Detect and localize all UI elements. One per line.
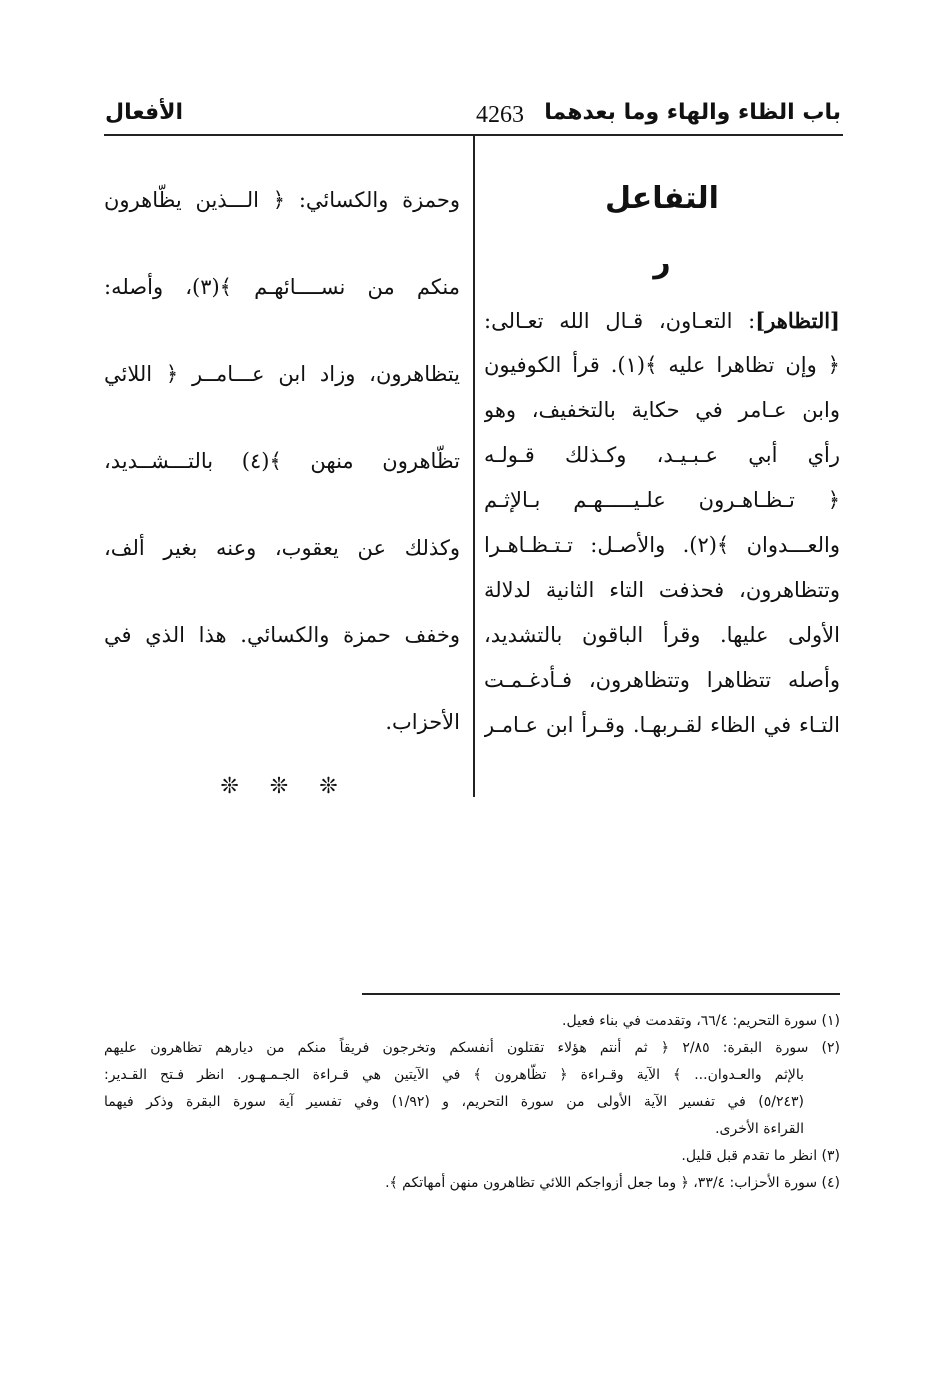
page-number: 4263 xyxy=(476,102,524,128)
text-span: : التعـاون، قـال الله تعـالى: xyxy=(484,309,756,333)
footnote-line: (٥/٢٤٣) في تفسير الآية الأولى من سورة التحريم، و (١/٩٢) وفي تفسير آية سورة البقرة وذكر فيهما xyxy=(104,1094,804,1110)
text-line: يتظاهرون، وزاد ابن عـــامــر ﴿ اللائي xyxy=(104,362,460,386)
text-line: ﴿ تـظـاهـرون علـيـــــهـم بـالإثـم xyxy=(484,488,840,512)
text-line: الأحزاب. xyxy=(385,710,460,734)
running-header xyxy=(105,94,841,138)
text-line: والعـــدوان ﴾(٢). والأصـل: تـتـظـاهـرا xyxy=(484,533,840,557)
section-title: الأفعال xyxy=(105,100,184,125)
text-line: الأولى عليها. وقرأ الباقون بالتشديد، xyxy=(484,623,840,647)
text-line: منكم من نســــائهـم ﴾(٣)، وأصله: xyxy=(104,275,460,299)
footnote-line: (٢) سورة البقرة: ٢/٨٥ ﴿ ثم أنتم هؤلاء تقتلون أنفسكم وتخرجون فريقاً منكم من ديارهم تظاهرون عليهم xyxy=(104,1040,840,1056)
footnote-line: (٤) سورة الأحزاب: ٣٣/٤، ﴿ وما جعل أزواجكم اللائي تظاهرون منهن أمهاتكم ﴾. xyxy=(385,1175,840,1191)
text-line: وتتظاهرون، فحذفت التاء الثانية لدلالة xyxy=(484,578,840,602)
footnote-line: بالإثم والعـدوان... ﴾ الآية وقـراءة ﴿ تظّاهرون ﴾ في الآيتين هي قـراءة الجـمـهـور. انظر فـتح القـدير: xyxy=(104,1067,804,1083)
section-end-marks: ❊ ❊ ❊ xyxy=(220,774,350,799)
text-line: التـاء في الظاء لقـربهـا. وقـرأ ابن عـامـر xyxy=(484,713,840,737)
chapter-title: باب الظاء والهاء وما بعدهما xyxy=(544,100,841,125)
text-line: وحمزة والكسائي: ﴿ الـــذين يظّاهرون xyxy=(104,188,460,212)
entry-title: التفاعل xyxy=(605,181,719,216)
text-line: رأي أبي عـبـيـد، وكـذلك قـولـه xyxy=(484,443,840,467)
footnote-line: (١) سورة التحريم: ٦٦/٤، وتقدمت في بناء فعيل. xyxy=(562,1013,840,1029)
column-divider xyxy=(473,135,475,797)
text-line xyxy=(484,298,840,343)
footnote-line: (٣) انظر ما تقدم قبل قليل. xyxy=(681,1148,840,1164)
text-line: تظّاهرون منهن ﴾(٤) بالتـــشــديد، xyxy=(104,449,460,473)
head-word: [التظاهر] xyxy=(755,308,840,333)
footnote-rule xyxy=(362,993,840,995)
text-line: وابن عـامر في حكاية بالتخفيف، وهو xyxy=(484,398,840,422)
text-line: وخفف حمزة والكسائي. هذا الذي في xyxy=(104,623,460,647)
footnote-line: القراءة الأخرى. xyxy=(715,1121,804,1137)
text-line: وأصله تتظاهرا وتتظاهرون، فـأدغـمـت xyxy=(484,668,840,692)
right-column xyxy=(484,170,840,748)
root-letter: ر xyxy=(653,245,671,280)
left-column xyxy=(104,180,460,789)
text-line: ﴿ وإن تظاهرا عليه ﴾(١). قرأ الكوفيون xyxy=(484,353,840,377)
text-line: وكذلك عن يعقوب، وعنه بغير ألف، xyxy=(104,536,460,560)
footnotes xyxy=(104,1008,840,1197)
